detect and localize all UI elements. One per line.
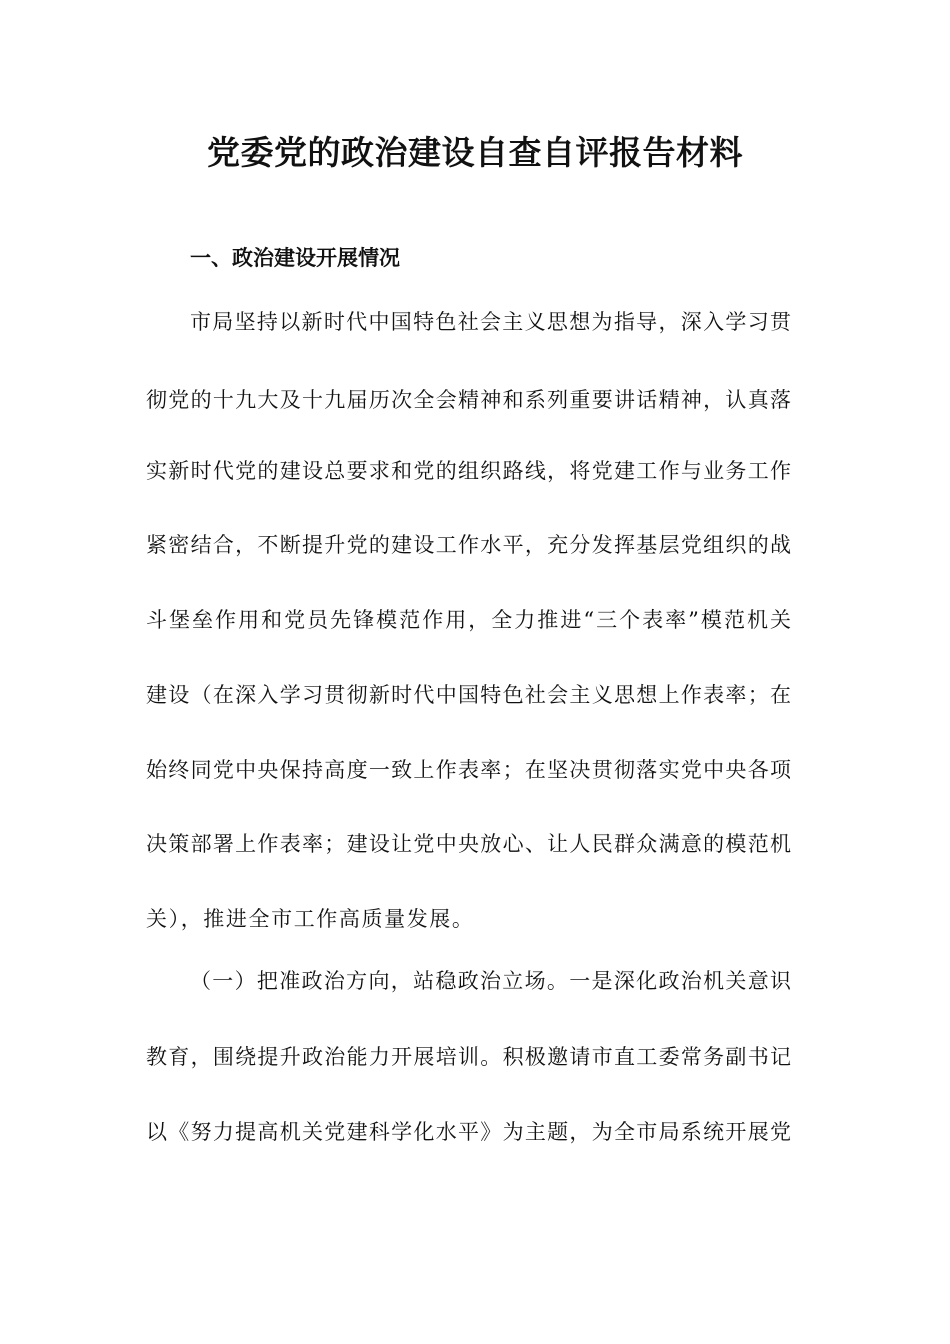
paragraph-line: 决策部署上作表率；建设让党中央放心、让人民群众满意的模范机 (146, 832, 791, 856)
paragraph-line: （一）把准政治方向，站稳政治立场。一是深化政治机关意识 (190, 969, 791, 993)
paragraph-line: 彻党的十九大及十九届历次全会精神和系列重要讲话精神，认真落 (146, 388, 791, 412)
paragraph-line: 斗堡垒作用和党员先锋模范作用，全力推进“三个表率”模范机关 (146, 608, 791, 632)
paragraph-line: 关），推进全市工作高质量发展。 (146, 907, 475, 931)
paragraph-line: 始终同党中央保持高度一致上作表率；在坚决贯彻落实党中央各项 (146, 758, 791, 782)
document-title: 党委党的政治建设自查自评报告材料 (207, 133, 743, 172)
paragraph-line: 紧密结合，不断提升党的建设工作水平，充分发挥基层党组织的战 (146, 533, 791, 557)
paragraph-line: 市局坚持以新时代中国特色社会主义思想为指导，深入学习贯 (190, 310, 791, 334)
paragraph-line: 教育，围绕提升政治能力开展培训。积极邀请市直工委常务副书记 (146, 1045, 791, 1069)
paragraph-line: 实新时代党的建设总要求和党的组织路线，将党建工作与业务工作 (146, 459, 791, 483)
paragraph-line: 以《努力提高机关党建科学化水平》为主题，为全市局系统开展党 (146, 1120, 791, 1144)
section-heading: 一、政治建设开展情况 (190, 246, 400, 270)
paragraph-line: 建设（在深入学习贯彻新时代中国特色社会主义思想上作表率；在 (146, 683, 791, 707)
